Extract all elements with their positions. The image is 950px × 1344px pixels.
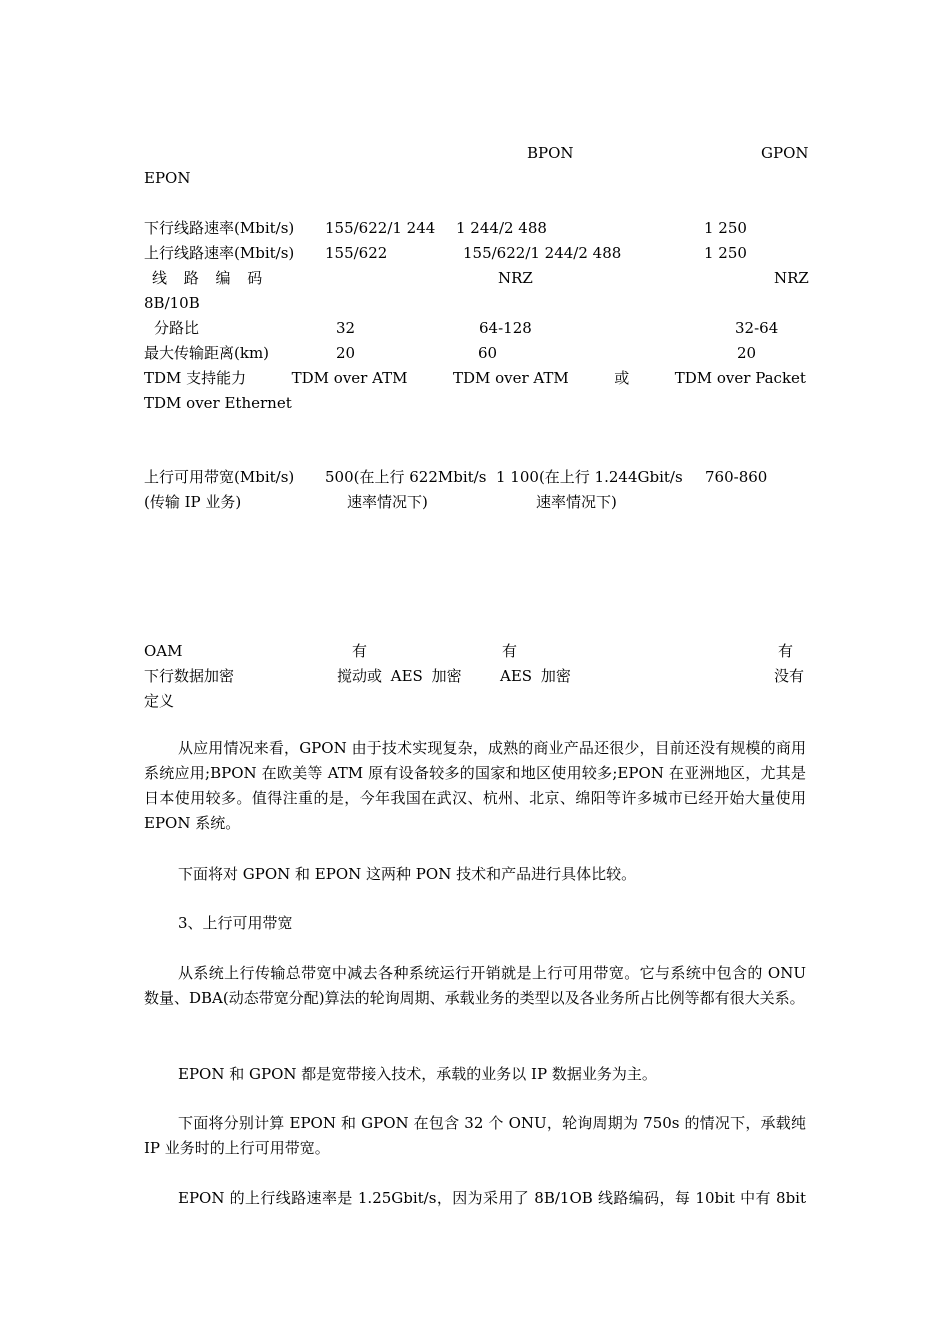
cell-downstream-epon: 1 250 <box>704 219 747 237</box>
row-label-downstream-rate: 下行线路速率(Mbit/s) <box>144 219 295 237</box>
cell-bw-bpon-line1: 500(在上行 622Mbit/s <box>325 468 487 486</box>
cell-downstream-gpon: 1 244/2 488 <box>456 219 547 237</box>
cell-coding-epon: 8B/10B <box>144 294 200 312</box>
cell-distance-bpon: 20 <box>336 344 356 362</box>
cell-encryption-bpon: 搅动或 AES 加密 <box>337 667 462 685</box>
cell-oam-epon: 有 <box>778 642 794 660</box>
row-label-encryption: 下行数据加密 <box>144 667 235 685</box>
paragraph-comparison-intro: 下面将对 GPON 和 EPON 这两种 PON 技术和产品进行具体比较。 <box>178 865 637 883</box>
cell-encryption-epon: 没有 <box>774 667 805 685</box>
paragraph-calc-intro: 下面将分别计算 EPON 和 GPON 在包含 32 个 ONU，轮询周期为 750s 的情况下，承载纯 IP 业务时的上行可用带宽。 <box>144 1114 806 1157</box>
row-tdm <box>144 368 806 388</box>
cell-tdm-gpon-part1: TDM over ATM <box>452 369 569 387</box>
cell-distance-gpon: 60 <box>478 344 498 362</box>
cell-tdm-bpon: TDM over ATM <box>291 369 408 387</box>
paragraph-broadband: EPON 和 GPON 都是宽带接入技术，承载的业务以 IP 数据业务为主。 <box>178 1065 657 1083</box>
row-label-upstream-rate: 上行线路速率(Mbit/s) <box>144 244 295 262</box>
cell-upstream-bpon: 155/622 <box>325 244 388 262</box>
row-label-upstream-bw: 上行可用带宽(Mbit/s) <box>144 468 295 486</box>
paragraph-epon-rate: EPON 的上行线路速率是 1.25Gbit/s，因为采用了 8B/1OB 线路编码，每 10bit 中有 8bit <box>178 1189 806 1207</box>
cell-distance-epon: 20 <box>737 344 757 362</box>
row-label-oam: OAM <box>144 642 183 660</box>
cell-oam-bpon: 有 <box>352 642 368 660</box>
cell-split-epon: 32-64 <box>735 319 779 337</box>
cell-upstream-gpon: 155/622/1 244/2 488 <box>463 244 622 262</box>
cell-tdm-epon: TDM over Ethernet <box>144 394 292 412</box>
section-heading-upstream-bw: 3、上行可用带宽 <box>178 914 293 932</box>
cell-oam-gpon: 有 <box>502 642 518 660</box>
cell-coding-gpon: NRZ <box>774 269 809 287</box>
row-label-max-distance: 最大传输距离(km) <box>144 344 270 362</box>
row-label-line-coding: 线 路 编 码 <box>152 269 269 287</box>
cell-encryption-gpon: AES 加密 <box>500 667 571 685</box>
row-label-split-ratio: 分路比 <box>154 319 200 337</box>
cell-coding-bpon: NRZ <box>498 269 533 287</box>
row-label-upstream-bw-sub: (传输 IP 业务) <box>144 493 242 511</box>
cell-tdm-gpon-part2: 或 <box>614 369 630 387</box>
header-bpon: BPON <box>527 144 574 162</box>
cell-bw-gpon-line1: 1 100(在上行 1.244Gbit/s <box>496 468 683 486</box>
header-epon: EPON <box>144 169 191 187</box>
cell-upstream-epon: 1 250 <box>704 244 747 262</box>
cell-split-bpon: 32 <box>336 319 356 337</box>
paragraph-application: 从应用情况来看，GPON 由于技术实现复杂，成熟的商业产品还很少，目前还没有规模的商用系统应用;BPON 在欧美等 ATM 原有设备较多的国家和地区使用较多;EPON 在亚洲地区，尤其是日本使用较多。值得注重的是，今年我国在武汉、杭州、北京、绵阳等许多城市已经开始大量使用 EPON 系统。 <box>144 739 806 832</box>
cell-tdm-gpon-part3: TDM over Packet <box>674 369 806 387</box>
cell-bw-bpon-line2: 速率情况下) <box>347 493 428 511</box>
cell-bw-gpon-line2: 速率情况下) <box>536 493 617 511</box>
header-gpon: GPON <box>761 144 809 162</box>
cell-downstream-bpon: 155/622/1 244 <box>325 219 436 237</box>
cell-bw-epon: 760-860 <box>705 468 768 486</box>
row-label-tdm: TDM 支持能力 <box>144 369 247 387</box>
cell-encryption-epon-cont: 定义 <box>144 692 175 710</box>
paragraph-bw-definition: 从系统上行传输总带宽中减去各种系统运行开销就是上行可用带宽。它与系统中包含的 ONU 数量、DBA(动态带宽分配)算法的轮询周期、承载业务的类型以及各业务所占比例等都有很大关系。 <box>144 964 806 1007</box>
cell-split-gpon: 64-128 <box>479 319 532 337</box>
